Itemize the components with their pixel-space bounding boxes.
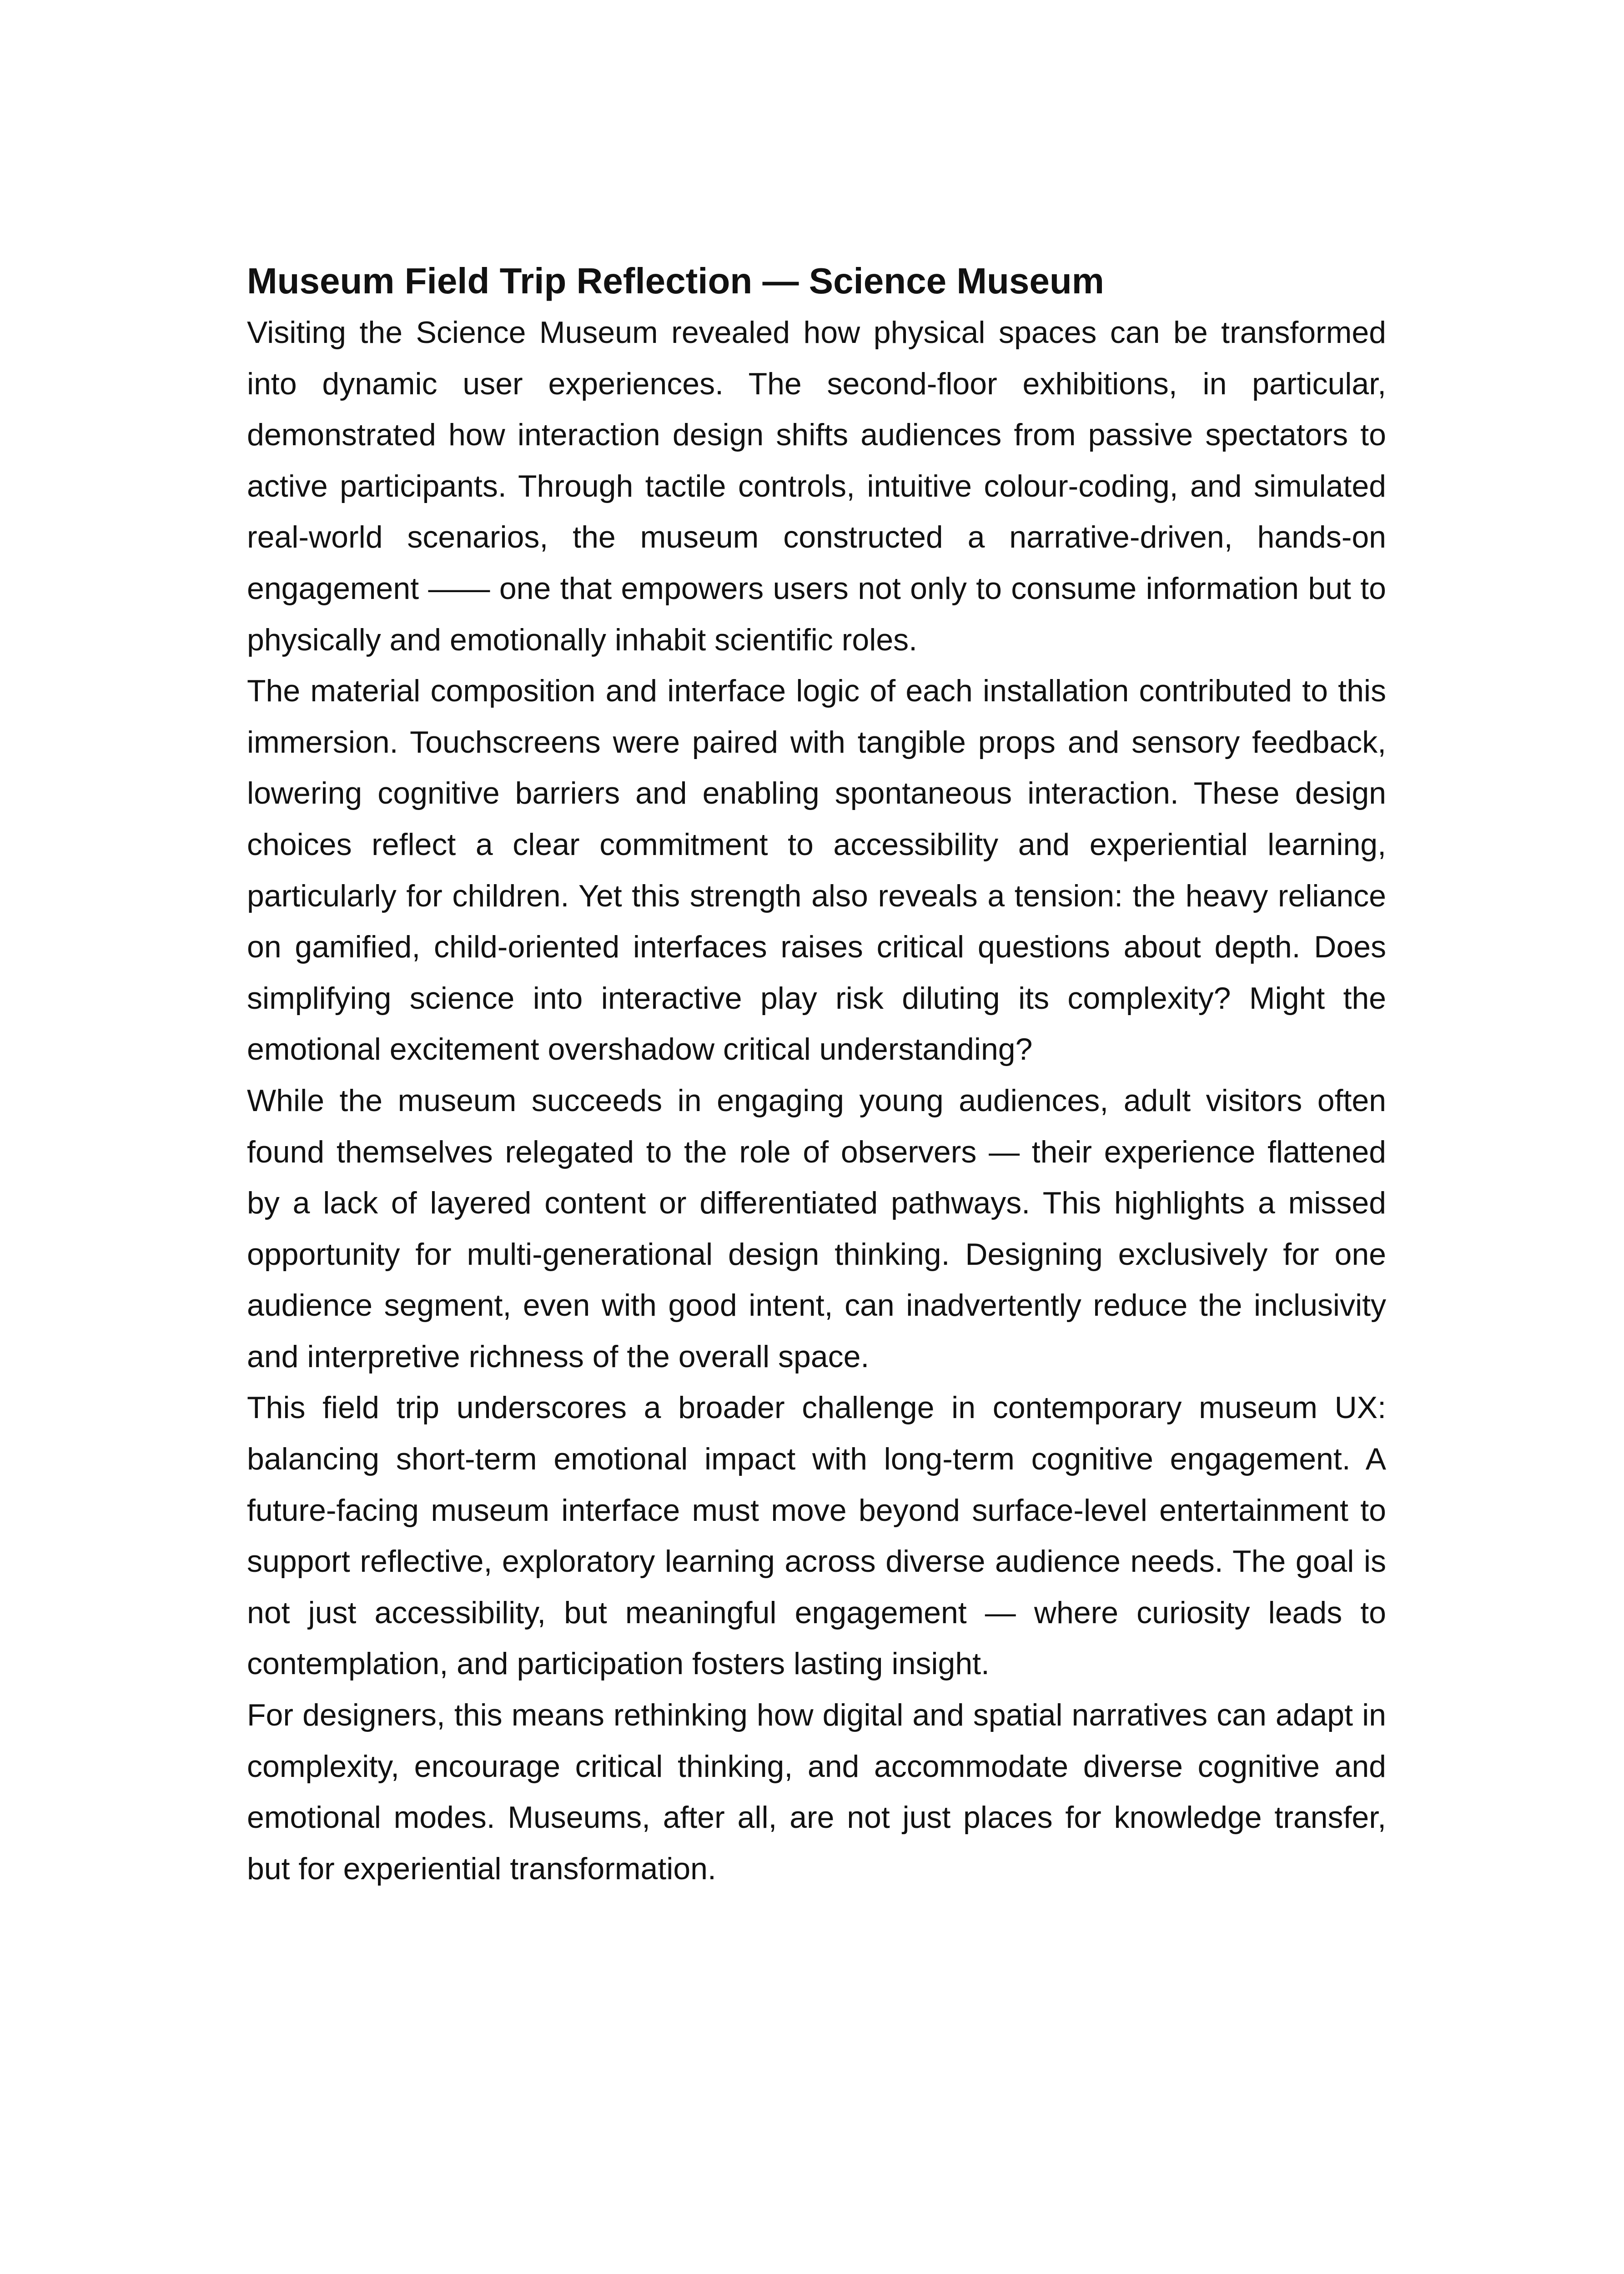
paragraph: This field trip underscores a broader challenge in contemporary museum UX: balancing short-term emotional impact with long-term cognitive engagement. A future-facing museum interface must move beyond surface-level entertainment to support reflective, exploratory learning across diverse audience needs. The goal is not just accessibility, but meaningful engagement — where curiosity leads to contemplation, and participation fosters lasting insight. <box>247 1390 1386 1681</box>
document-body <box>247 255 1386 1894</box>
paragraph: For designers, this means rethinking how digital and spatial narratives can adapt in complexity, encourage critical thinking, and accommodate diverse cognitive and emotional modes. Museums, after all, are not just places for knowledge transfer, but for experiential transformation. <box>247 1698 1386 1886</box>
paragraph: The material composition and interface logic of each installation contributed to this immersion. Touchscreens were paired with tangible props and sensory feedback, lowering cognitive barriers and enabling spontaneous interaction. These design choices reflect a clear commitment to accessibility and experiential learning, particularly for children. Yet this strength also reveals a tension: the heavy reliance on gamified, child-oriented interfaces raises critical questions about depth. Does simplifying science into interactive play risk diluting its complexity? Might the emotional excitement overshadow critical understanding? <box>247 674 1386 1067</box>
paragraph: While the museum succeeds in engaging young audiences, adult visitors often found themselves relegated to the role of observers — their experience flattened by a lack of layered content or differentiated pathways. This highlights a missed opportunity for multi-generational design thinking. Designing exclusively for one audience segment, even with good intent, can inadvertently reduce the inclusivity and interpretive richness of the overall space. <box>247 1083 1386 1374</box>
document-title: Museum Field Trip Reflection — Science Museum <box>247 261 1104 301</box>
paragraph: Visiting the Science Museum revealed how physical spaces can be transformed into dynamic user experiences. The second-floor exhibitions, in particular, demonstrated how interaction design shifts audiences from passive spectators to active participants. Through tactile controls, intuitive colour-coding, and simulated real-world scenarios, the museum constructed a narrative-driven, hands-on engagement —— one that empowers users not only to consume information but to physically and emotionally inhabit scientific roles. <box>247 315 1386 657</box>
